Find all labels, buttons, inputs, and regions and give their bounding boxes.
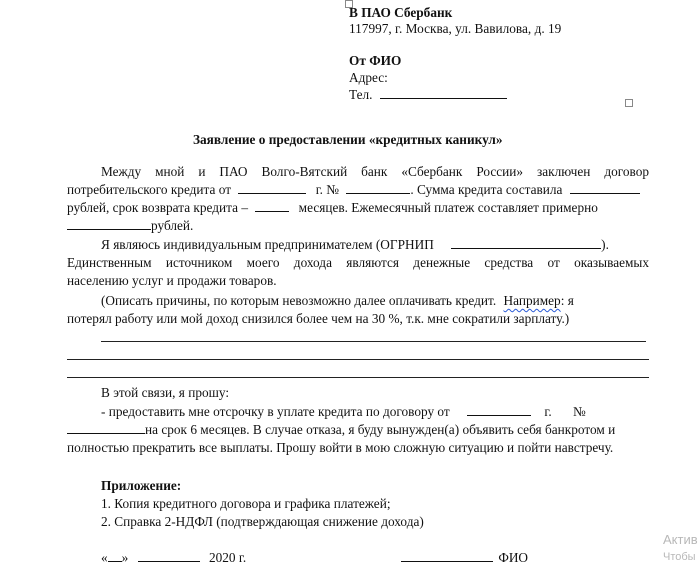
date-year: 2020 г.: [208, 550, 247, 565]
para1-line1: [101, 163, 649, 181]
para1-line2-text-b: г. №: [315, 182, 339, 197]
reason-rule-2: [67, 359, 649, 360]
document-title: Заявление о предоставлении «кредитных каникул»: [193, 132, 503, 147]
para2-line3: населению услуг и продажи товаров.: [67, 273, 277, 288]
date-quote-close: »: [121, 550, 129, 565]
recipient-address: 117997, г. Москва, ул. Вавилова, д. 19: [349, 21, 562, 36]
para2-line2: [67, 254, 649, 272]
term-months-blank: [255, 199, 289, 212]
para1-line2: [67, 181, 640, 199]
para3-line1-text-a: (Описать причины, по которым невозможно далее оплачивать кредит.: [101, 293, 497, 308]
address-label: Адрес:: [349, 70, 388, 85]
para1-line3-text-a: рублей, срок возврата кредита –: [67, 200, 249, 215]
request-line2-text: на срок 6 месяцев. В случае отказа, я буду вынужден(а) объявить себя банкротом и: [145, 422, 616, 437]
para3-example-word: Например: [503, 293, 561, 308]
recipient-line: В ПАО Сбербанк: [349, 5, 453, 20]
para1-line2-text-c: . Сумма кредита составила: [410, 182, 563, 197]
date-quote-open: «: [101, 550, 108, 565]
para3-line2: потерял работу или мой доход снизился более чем на 30 %, т.к. мне сократили зарплату.): [67, 311, 570, 326]
para2-line1-close: ).: [601, 237, 609, 252]
day-blank: [108, 549, 122, 562]
attachment-item-2: 2. Справка 2-НДФЛ (подтверждающая снижение дохода): [101, 514, 424, 529]
deferral-contract-date-blank: [467, 403, 531, 416]
request-intro: В этой связи, я прошу:: [101, 385, 230, 400]
date-line: [101, 549, 246, 567]
ogrnip-blank: [451, 236, 601, 249]
request-line3: полностью прекратить все выплаты. Прошу войти в мою сложную ситуацию и пойти навстречу.: [67, 440, 614, 455]
signature-fio: ФИО: [498, 550, 529, 565]
para1-line3-text-b: месяцев. Ежемесячный платеж составляет примерно: [298, 200, 598, 215]
signature-line: [401, 549, 528, 567]
sender-line: От ФИО: [349, 53, 402, 68]
monthly-payment-blank: [67, 217, 151, 230]
contract-number-blank: [346, 181, 410, 194]
phone-blank: [380, 86, 507, 99]
para2-line1-text: Я являюсь индивидуальным предпринимателем (ОГРНИП: [101, 237, 434, 252]
activation-watermark-line2: Чтобы: [663, 551, 696, 563]
para1-line4: [67, 217, 193, 235]
month-blank: [138, 549, 200, 562]
para1-line3: [67, 199, 598, 217]
activation-watermark-line1: Актив: [663, 532, 698, 547]
attachments-heading: Приложение:: [101, 478, 182, 493]
attachment-item-1: 1. Копия кредитного договора и графика платежей;: [101, 496, 391, 511]
para1-line2-text-a: потребительского кредита от: [67, 182, 232, 197]
para1-line1-text: Между мной и ПАО Волго-Вятский банк «Сбербанк России» заключен договор: [101, 164, 649, 179]
request-line1-text-b: г. №: [544, 404, 586, 419]
para3-line1-text-c: : я: [560, 293, 574, 308]
request-line2: [67, 421, 615, 439]
para2-line1: [101, 236, 609, 254]
request-line1-text-a: - предоставить мне отсрочку в уплате кредита по договору от: [101, 404, 450, 419]
loan-amount-blank: [570, 181, 640, 194]
deferral-contract-number-blank: [67, 421, 145, 434]
contract-date-blank: [238, 181, 306, 194]
para3-line1: [101, 292, 574, 310]
request-line1: [101, 403, 586, 421]
reason-rule-3: [67, 377, 649, 378]
phone-label: Тел.: [349, 87, 373, 102]
signature-blank: [401, 549, 493, 562]
para1-line4-text: рублей.: [151, 218, 194, 233]
phone-field: [349, 86, 507, 104]
corner-marker-right: [625, 99, 633, 107]
para2-line2-text: Единственным источником моего дохода являются денежные средства от оказываемых: [67, 255, 649, 270]
reason-rule-1: [101, 341, 646, 342]
